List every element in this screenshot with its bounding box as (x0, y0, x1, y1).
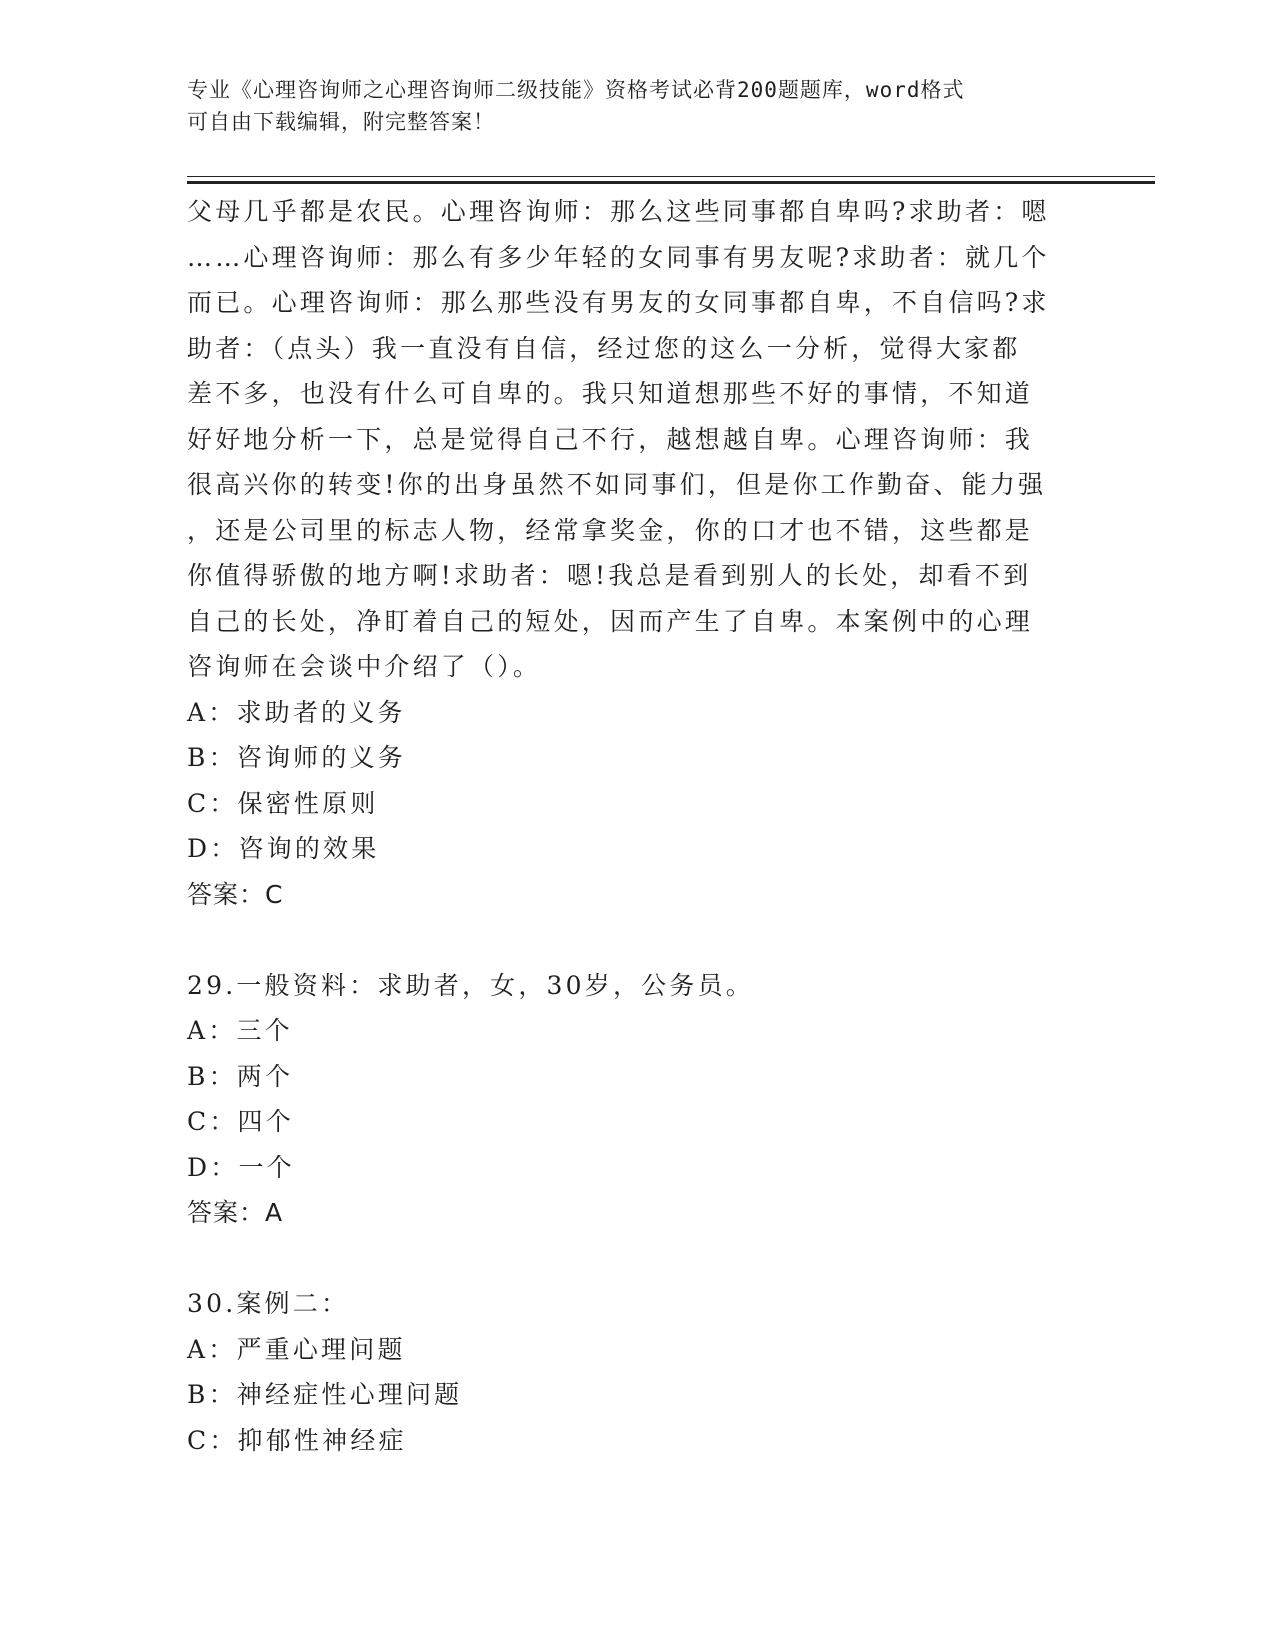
question-29-stem: 29.一般资料：求助者，女，30岁，公务员。 (187, 970, 754, 1000)
spacer (187, 1236, 1087, 1282)
question-29 (187, 963, 1087, 1236)
question-28-text-line: 好好地分析一下，总是觉得自己不行，越想越自卑。心理咨询师：我 (187, 424, 1034, 454)
question-28-text-line: ……心理咨询师：那么有多少年轻的女同事有男友呢?求助者：就几个 (187, 242, 1050, 272)
question-28-text-line: 自己的长处，净盯着自己的短处，因而产生了自卑。本案例中的心理 (187, 606, 1034, 636)
question-28-answer: 答案：C (187, 879, 284, 909)
question-28-text-line: ，还是公司里的标志人物，经常拿奖金，你的口才也不错，这些都是 (187, 515, 1034, 545)
question-30-stem: 30.案例二： (187, 1289, 350, 1318)
question-29-option-a: A：三个 (187, 1016, 293, 1045)
question-28-text-line: 差不多，也没有什么可自卑的。我只知道想那些不好的事情，不知道 (187, 379, 1034, 408)
spacer (187, 917, 1087, 963)
question-28-text-line: 很高兴你的转变!你的出身虽然不如同事们，但是你工作勤奋、能力强 (187, 470, 1047, 499)
question-29-option-b: B：两个 (187, 1061, 294, 1091)
question-30 (187, 1281, 1087, 1463)
header-title-line-1: 专业《心理咨询师之心理咨询师二级技能》资格考试必背200题题库，word格式 (187, 78, 965, 102)
question-28-option-b: B：咨询师的义务 (187, 743, 406, 772)
question-30-option-b: B：神经症性心理问题 (187, 1380, 463, 1409)
question-28 (187, 189, 1087, 917)
document-header (187, 74, 1067, 138)
question-28-text-line: 父母几乎都是农民。心理咨询师：那么这些同事都自卑吗?求助者：嗯 (187, 197, 1050, 226)
question-28-text-line: 咨询师在会谈中介绍了（）。 (187, 652, 542, 681)
header-title-line-2: 可自由下载编辑，附完整答案！ (187, 110, 495, 134)
question-28-text-line: 你值得骄傲的地方啊!求助者：嗯!我总是看到别人的长处，却看不到 (187, 561, 1032, 590)
question-28-text-line: 助者：（点头）我一直没有自信，经过您的这么一分析，觉得大家都 (187, 333, 1021, 363)
question-29-option-d: D：一个 (187, 1152, 295, 1182)
document-body (187, 189, 1087, 1463)
question-29-answer: 答案：A (187, 1198, 284, 1227)
question-28-text-line: 而已。心理咨询师：那么那些没有男友的女同事都自卑，不自信吗?求 (187, 288, 1050, 317)
question-28-option-d: D：咨询的效果 (187, 834, 380, 863)
question-30-option-a: A：严重心理问题 (187, 1334, 406, 1364)
question-30-option-c: C：抑郁性神经症 (187, 1425, 407, 1455)
header-divider-thin (187, 176, 1155, 177)
header-divider-thick (187, 181, 1155, 184)
question-28-option-c: C：保密性原则 (187, 788, 379, 818)
question-28-option-a: A：求助者的义务 (187, 697, 406, 727)
question-29-option-c: C：四个 (187, 1107, 294, 1136)
